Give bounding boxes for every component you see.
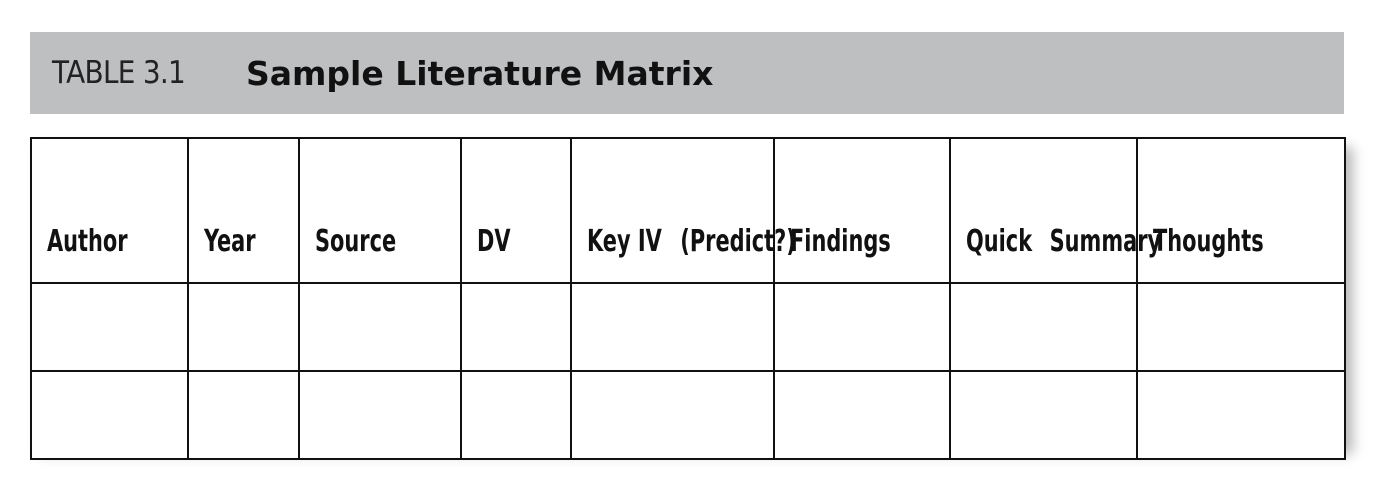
table-cell <box>950 371 1137 459</box>
table-cell <box>774 371 950 459</box>
table-cell <box>188 283 299 371</box>
table-cell <box>188 371 299 459</box>
column-header-text: DV <box>477 224 511 259</box>
table-cell <box>299 283 461 371</box>
table-cell <box>31 283 188 371</box>
column-header-text: Author <box>47 224 128 259</box>
table-title: Sample Literature Matrix <box>246 53 714 93</box>
column-header-text: Findings <box>790 224 891 259</box>
table-cell <box>461 371 571 459</box>
column-header-key-iv <box>571 138 796 283</box>
column-header-text: Year <box>204 224 256 259</box>
table-cell <box>1137 371 1345 459</box>
table-cell <box>299 371 461 459</box>
column-header-source <box>299 138 461 283</box>
column-header-author <box>31 138 188 283</box>
column-header-text: Quick <box>966 224 1033 259</box>
table-cell <box>950 283 1137 371</box>
table-cell <box>774 283 950 371</box>
literature-matrix-container <box>30 137 1344 444</box>
column-header-dv <box>461 138 571 283</box>
column-header-text: Thoughts <box>1153 224 1264 259</box>
table-row <box>31 371 1345 459</box>
column-header-findings <box>774 138 950 283</box>
column-header-quick-summary <box>950 138 1161 283</box>
column-header-text: Key IV <box>587 224 662 259</box>
header-row <box>31 138 1345 283</box>
literature-matrix-table <box>30 137 1346 460</box>
table-cell <box>1137 283 1345 371</box>
table-cell <box>571 371 774 459</box>
column-header-text: Summary <box>1049 224 1161 259</box>
table-number-label: TABLE 3.1 <box>52 55 186 91</box>
table-cell <box>31 371 188 459</box>
column-header-year <box>188 138 299 283</box>
column-header-text: (Predict?) <box>680 224 796 259</box>
table-cell <box>461 283 571 371</box>
table-cell <box>571 283 774 371</box>
column-header-text: Source <box>315 224 397 259</box>
column-header-thoughts <box>1137 138 1345 283</box>
table-row <box>31 283 1345 371</box>
table-caption-bar <box>30 32 1344 114</box>
